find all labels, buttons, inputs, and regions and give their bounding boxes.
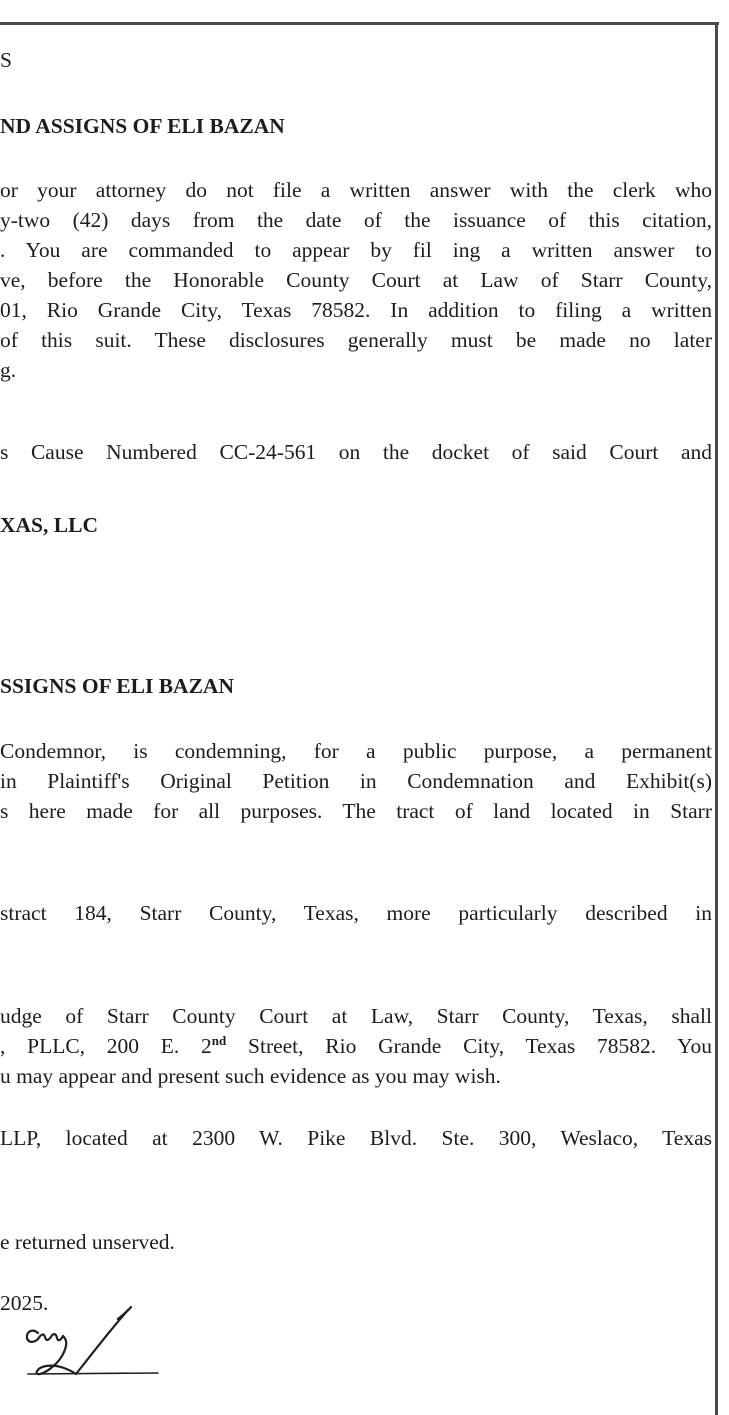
- notice-line-1: or your attorney do not file a written answer with the clerk who: [0, 178, 712, 202]
- condemnation-line-2: in Plaintiff's Original Petition in Condemnation and Exhibit(s): [0, 769, 712, 793]
- page-border-right: [715, 22, 718, 1415]
- hearing-line-2-superscript: nd: [211, 1032, 227, 1048]
- condemnation-line-1: Condemnor, is condemning, for a public purpose, a permanent: [0, 739, 712, 763]
- notice-line-3: . You are commanded to appear by fil ing a written answer to: [0, 238, 712, 262]
- heading-heirs-assigns: ND ASSIGNS OF ELI BAZAN: [0, 114, 285, 138]
- notice-line-2: y-two (42) days from the date of the issuance of this citation,: [0, 208, 712, 232]
- hearing-line-2-b: Street, Rio Grande City, Texas 78582. You: [226, 1034, 712, 1058]
- page-border-top: [0, 22, 719, 25]
- cause-number-line: s Cause Numbered CC-24-561 on the docket of said Court and: [0, 440, 712, 464]
- header-fragment: S: [0, 48, 12, 72]
- attorney-address-line: LLP, located at 2300 W. Pike Blvd. Ste. 300, Weslaco, Texas: [0, 1126, 712, 1150]
- clerk-signature: [0, 1270, 170, 1400]
- return-unserved-line: e returned unserved.: [0, 1230, 175, 1254]
- hearing-line-2-a: , PLLC, 200 E. 2: [0, 1034, 212, 1058]
- condemnation-line-3: s here made for all purposes. The tract of land located in Starr: [0, 799, 712, 823]
- notice-line-4: ve, before the Honorable County Court at Law of Starr County,: [0, 268, 712, 292]
- defendant-heading: SSIGNS OF ELI BAZAN: [0, 674, 234, 698]
- hearing-line-2: [0, 1033, 712, 1059]
- notice-line-5: 01, Rio Grande City, Texas 78582. In addition to filing a written: [0, 298, 712, 322]
- date-line: 2025.: [0, 1291, 49, 1315]
- hearing-line-3: u may appear and present such evidence as you may wish.: [0, 1064, 501, 1088]
- plaintiff-name: XAS, LLC: [0, 513, 98, 537]
- notice-line-7: g.: [0, 358, 17, 382]
- tract-description-line: stract 184, Starr County, Texas, more particularly described in: [0, 901, 712, 925]
- notice-line-6: of this suit. These disclosures generally must be made no later: [0, 328, 712, 352]
- hearing-line-1: udge of Starr County Court at Law, Starr County, Texas, shall: [0, 1004, 712, 1028]
